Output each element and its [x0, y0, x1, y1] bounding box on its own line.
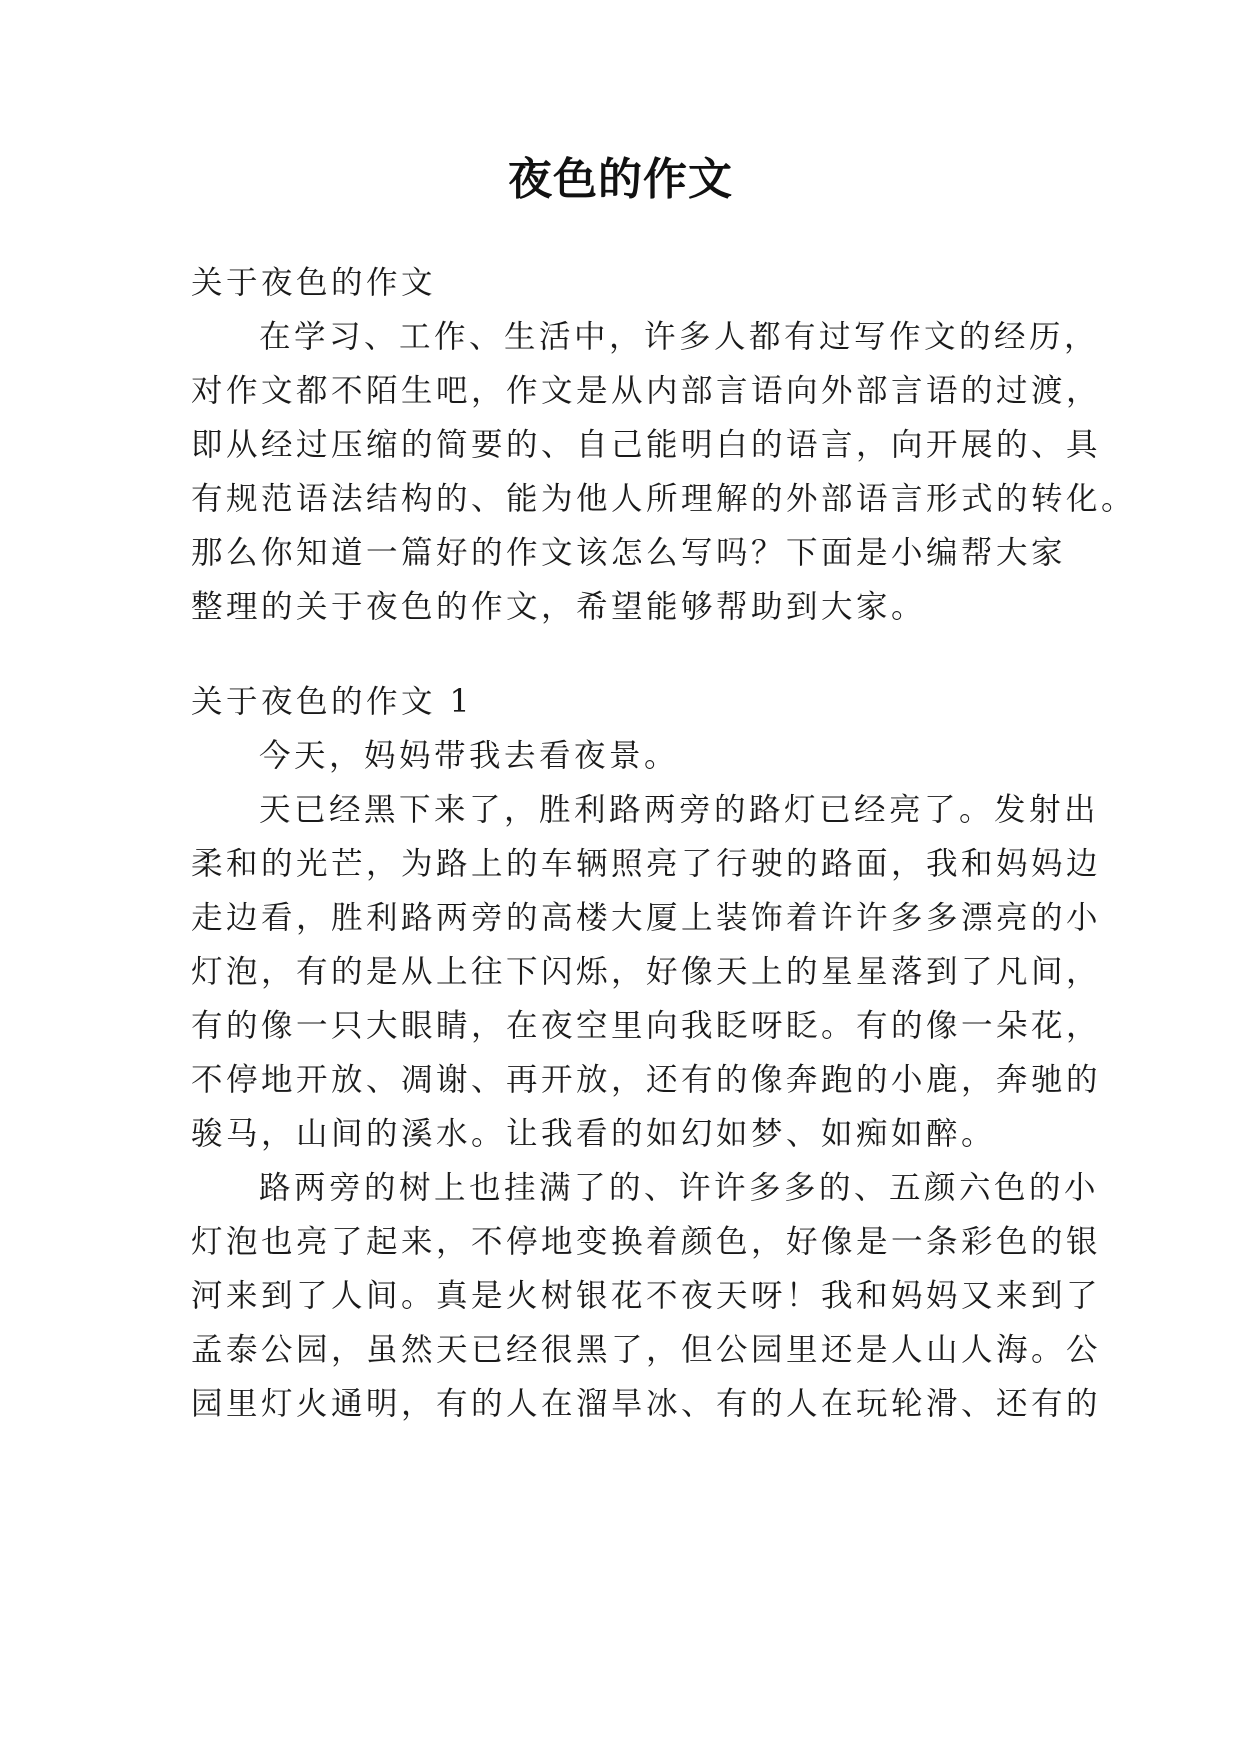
body-line: 灯泡也亮了起来，不停地变换着颜色，好像是一条彩色的银: [191, 1224, 1102, 1260]
body-line: 走边看，胜利路两旁的高楼大厦上装饰着许许多多漂亮的小: [191, 900, 1102, 936]
intro-heading: 关于夜色的作文: [191, 265, 437, 301]
document-title: 夜色的作文: [508, 154, 733, 205]
intro-line: 对作文都不陌生吧，作文是从内部言语向外部言语的过渡，: [191, 373, 1102, 409]
body-line: 路两旁的树上也挂满了的、许许多多的、五颜六色的小: [259, 1170, 1100, 1206]
body-line: 有的像一只大眼睛，在夜空里向我眨呀眨。有的像一朵花，: [191, 1008, 1102, 1044]
body-line: 不停地开放、凋谢、再开放，还有的像奔跑的小鹿，奔驰的: [191, 1062, 1102, 1098]
body-line: 孟泰公园，虽然天已经很黑了，但公园里还是人山人海。公: [191, 1332, 1102, 1368]
body-line: 天已经黑下来了，胜利路两旁的路灯已经亮了。发射出: [259, 792, 1100, 828]
body-line: 今天，妈妈带我去看夜景。: [259, 738, 680, 774]
body-line: 骏马，山间的溪水。让我看的如幻如梦、如痴如醉。: [191, 1116, 997, 1152]
body-line: 灯泡，有的是从上往下闪烁，好像天上的星星落到了凡间，: [191, 954, 1102, 990]
section-heading: 关于夜色的作文 1: [191, 684, 474, 720]
intro-line: 整理的关于夜色的作文，希望能够帮助到大家。: [191, 589, 927, 625]
intro-line: 那么你知道一篇好的作文该怎么写吗？下面是小编帮大家: [191, 535, 1067, 571]
intro-line: 在学习、工作、生活中，许多人都有过写作文的经历，: [259, 319, 1100, 355]
body-line: 河来到了人间。真是火树银花不夜天呀！我和妈妈又来到了: [191, 1278, 1102, 1314]
intro-line: 即从经过压缩的简要的、自己能明白的语言，向开展的、具: [191, 427, 1102, 463]
body-line: 园里灯火通明，有的人在溜旱冰、有的人在玩轮滑、还有的: [191, 1386, 1102, 1422]
body-line: 柔和的光芒，为路上的车辆照亮了行驶的路面，我和妈妈边: [191, 846, 1102, 882]
intro-line: 有规范语法结构的、能为他人所理解的外部语言形式的转化。: [191, 481, 1137, 517]
